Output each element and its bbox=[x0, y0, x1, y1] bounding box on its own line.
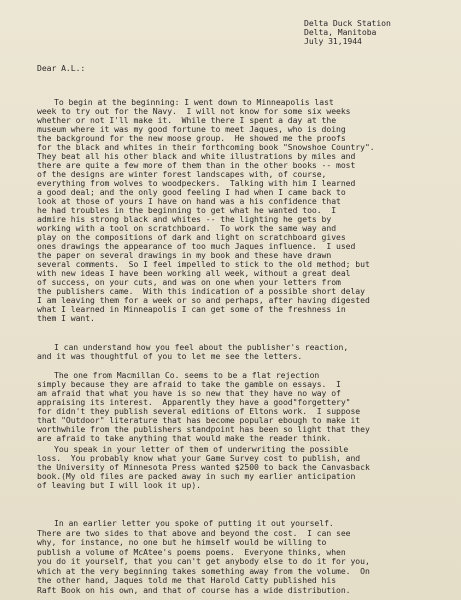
letter-line: appraising its interest. Apparently they have a good"forgettery" bbox=[37, 397, 351, 407]
letter-line: everything from wolves to woodpeckers. Talking with him I learned bbox=[37, 178, 356, 188]
letterhead-station: Delta Duck Station bbox=[304, 18, 391, 28]
salutation: Dear A.L.: bbox=[37, 63, 86, 73]
letter-line: week to try out for the Navy. I will not know for some six weeks bbox=[37, 106, 351, 116]
letter-line: he had troubles in the beginning to get what he wanted too. I bbox=[37, 205, 337, 215]
letter-line: what I learned in Minneapolis I can get some of the freshness in bbox=[37, 304, 346, 314]
letter-line: ones drawings the appearance of too much Jaques influence. I used bbox=[37, 241, 356, 251]
letter-line: museum where it was my good fortune to meet Jaques, who is doing bbox=[37, 124, 346, 134]
letter-line: whether or not I'll make it. While there I spent a day at the bbox=[37, 115, 337, 125]
letter-line: admire his strong black and whites -- the lighting he gets by bbox=[37, 214, 332, 224]
letter-line: that "Outdoor" literature that has become popular ebough to make it bbox=[37, 415, 361, 425]
letter-line: They beat all his other black and white illustrations by miles and bbox=[37, 151, 356, 161]
letter-line: simply because they are afraid to take the gamble on essays. I bbox=[37, 379, 341, 389]
letter-line: the background for the new moose group. He showed me the proofs bbox=[37, 133, 346, 143]
letter-line: You speak in your letter of them of underwriting the possible bbox=[54, 444, 349, 454]
letter-line: publish a volume of McAtee's poems poems. Everyone thinks, when bbox=[37, 546, 346, 557]
letter-line: The one from Macmillan Co. seems to be a flat rejection bbox=[54, 370, 320, 380]
letter-line: them I want. bbox=[37, 313, 95, 323]
letter-line: There are two sides to that above and beyond the cost. I can see bbox=[37, 527, 351, 538]
letter-line: worthwhile from the publishers standpoint has been so light that they bbox=[37, 424, 370, 434]
letter-line: the University of Minnesota Press wanted $2500 to back the Canvasback bbox=[37, 462, 370, 472]
letter-line: the paper on several drawings in my book and these have drawn bbox=[37, 250, 332, 260]
letter-line: a good deal; and the only good feeling I had when I came back to bbox=[37, 187, 346, 197]
letter-line: of leaving but I will look it up). bbox=[37, 480, 201, 490]
letter-line: you do it yourself, that you can't get anybody else to do it for you, bbox=[37, 556, 370, 566]
letter-line: working with a tool on scratchboard. To work the same way and bbox=[37, 223, 337, 233]
letter-line: there are quite a few more of them than in the other books -- most bbox=[37, 160, 356, 170]
letter-line: play on the compositions of dark and light on scratchboard gives bbox=[37, 232, 346, 242]
letter-line: look at those of yours I have on hand was a his confidence that bbox=[37, 196, 341, 206]
letter-line: for didn't they publish several editions of Eltons work. I suppose bbox=[37, 406, 361, 416]
letter-line: for the black and whites in their forthcoming book "Snowshoe Country". bbox=[37, 142, 375, 152]
letter-line: which at the very beginning takes something away from the volume. On bbox=[37, 565, 370, 576]
letter-line: Raft Book on his own, and that of course has a wide distribution. bbox=[37, 584, 351, 595]
letter-line: loss. You probably know what your Game Survey cost to publish, and bbox=[37, 453, 361, 463]
letter-line: am afraid that what you have is so new that they have no way of bbox=[37, 388, 341, 398]
letter-line: why, for instance, no one but he himself would be willing to bbox=[37, 537, 327, 547]
letter-line: and it was thoughtful of you to let me see the letters. bbox=[37, 351, 303, 361]
letter-line: I can understand how you feel about the publisher's reaction, bbox=[54, 342, 349, 352]
letter-line: the other hand, Jaques told me that Harold Catty published his bbox=[37, 575, 337, 585]
letter-line: of success, on your cuts, and was on one when your letters from bbox=[37, 277, 341, 287]
letter-date: July 31,1944 bbox=[304, 36, 362, 46]
letter-line: of the designs are winter forest landscapes with, of course, bbox=[37, 169, 327, 179]
letter-line: I am leaving them for a week or so and perhaps, after having digested bbox=[37, 295, 370, 305]
letter-line: are afraid to take anything that would make the reader think. bbox=[37, 433, 332, 443]
letter-line: several comments. So I feel impelled to stick to the old method; but bbox=[37, 259, 370, 269]
letter-line: with new ideas I have been working all week, without a great deal bbox=[37, 268, 351, 278]
letter-line: To begin at the beginning: I went down to Minneapolis last bbox=[54, 97, 334, 107]
letter-line: In an earlier letter you spoke of putting it out yourself. bbox=[54, 518, 334, 528]
letter-line: book.(My old files are packed away in such my earlier anticipation bbox=[37, 471, 356, 481]
letterhead-location: Delta, Manitoba bbox=[304, 27, 377, 37]
letter-line: the publishers came. With this indication of a possible short delay bbox=[37, 286, 365, 296]
